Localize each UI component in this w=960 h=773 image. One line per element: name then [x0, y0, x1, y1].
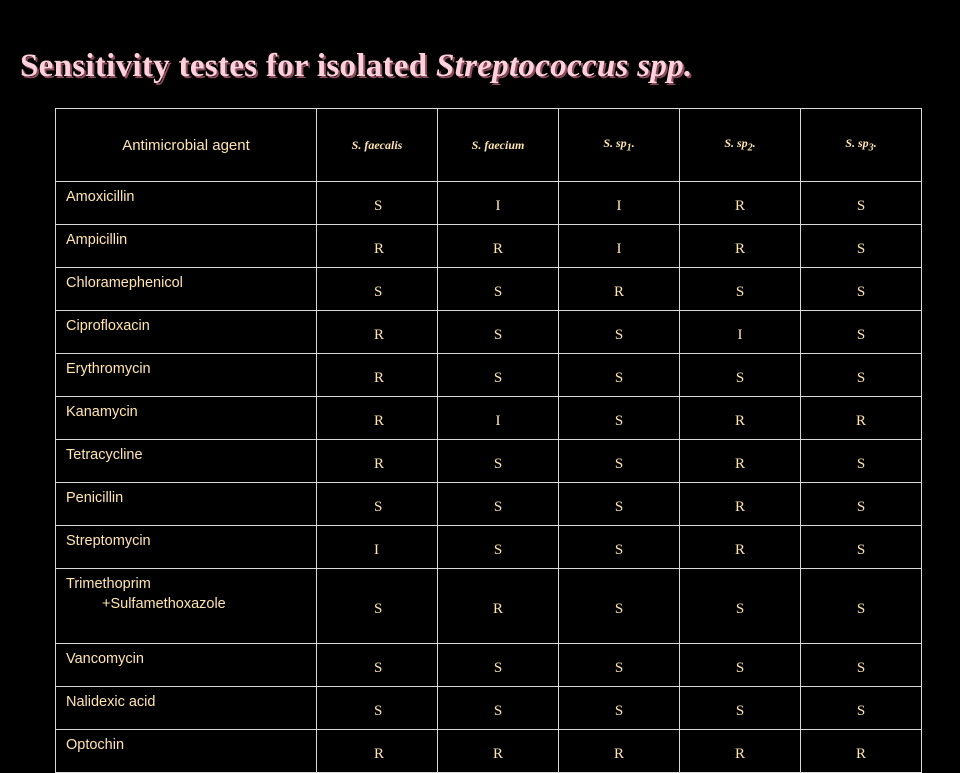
result-cell: S: [438, 354, 559, 397]
result-cell: S: [801, 526, 922, 569]
result-cell: R: [680, 730, 801, 773]
result-cell: R: [438, 569, 559, 644]
result-cell: S: [438, 644, 559, 687]
organism-label: S. faecium: [471, 137, 525, 152]
agent-name: Streptomycin: [66, 533, 151, 549]
organism-label: S. sp: [845, 136, 869, 151]
result-cell: R: [680, 483, 801, 526]
result-cell: R: [680, 526, 801, 569]
result-cell: S: [559, 644, 680, 687]
organism-label: S. faecalis: [351, 137, 403, 152]
result-cell: S: [559, 526, 680, 569]
table-row: [56, 569, 922, 644]
sensitivity-table: [55, 108, 922, 773]
organism-tail: .: [873, 136, 877, 151]
result-cell: S: [438, 311, 559, 354]
agent-name: Vancomycin: [66, 651, 144, 667]
header-organism: [801, 109, 922, 182]
organism-subscript: 1: [626, 142, 632, 154]
table-row: [56, 311, 922, 354]
table-row: [56, 397, 922, 440]
agent-name: Kanamycin: [66, 404, 138, 420]
agent-cell: [56, 397, 317, 440]
agent-cell: [56, 526, 317, 569]
agent-name: Nalidexic acid: [66, 694, 156, 710]
result-cell: I: [559, 225, 680, 268]
organism-tail: .: [631, 136, 635, 151]
result-cell: I: [438, 182, 559, 225]
table-row: [56, 644, 922, 687]
agent-name: Tetracycline: [66, 447, 143, 463]
organism-label: S. sp: [603, 136, 627, 151]
result-cell: S: [317, 483, 438, 526]
header-organism: [680, 109, 801, 182]
agent-name: Ciprofloxacin: [66, 318, 150, 334]
table-header: [56, 109, 922, 182]
agent-name: Optochin: [66, 737, 125, 753]
result-cell: S: [559, 687, 680, 730]
result-cell: S: [801, 483, 922, 526]
result-cell: S: [801, 268, 922, 311]
agent-cell: [56, 268, 317, 311]
result-cell: S: [680, 354, 801, 397]
agent-cell: [56, 644, 317, 687]
agent-cell: [56, 182, 317, 225]
result-cell: S: [438, 268, 559, 311]
result-cell: S: [801, 644, 922, 687]
organism-label: S. sp: [724, 136, 748, 151]
agent-name-line2: +Sulfamethoxazole: [102, 596, 226, 612]
result-cell: S: [559, 311, 680, 354]
result-cell: R: [438, 225, 559, 268]
result-cell: I: [559, 182, 680, 225]
result-cell: R: [680, 225, 801, 268]
agent-name: Penicillin: [66, 490, 124, 506]
result-cell: S: [801, 569, 922, 644]
result-cell: S: [317, 644, 438, 687]
result-cell: S: [438, 526, 559, 569]
result-cell: S: [438, 483, 559, 526]
result-cell: I: [680, 311, 801, 354]
result-cell: S: [317, 687, 438, 730]
result-cell: R: [317, 311, 438, 354]
table-row: [56, 354, 922, 397]
result-cell: S: [317, 268, 438, 311]
title-italic: Streptococcus spp.: [435, 48, 693, 84]
table-row: [56, 526, 922, 569]
result-cell: R: [317, 397, 438, 440]
result-cell: S: [680, 268, 801, 311]
result-cell: S: [801, 687, 922, 730]
result-cell: S: [801, 354, 922, 397]
result-cell: S: [559, 569, 680, 644]
table-row: [56, 268, 922, 311]
organism-subscript: 2: [747, 142, 753, 154]
sensitivity-table-container: [55, 108, 922, 773]
result-cell: R: [317, 225, 438, 268]
result-cell: S: [317, 569, 438, 644]
result-cell: S: [559, 440, 680, 483]
agent-name: Erythromycin: [66, 361, 151, 377]
agent-name: Ampicillin: [66, 232, 128, 248]
slide-title: [20, 48, 693, 85]
result-cell: S: [680, 687, 801, 730]
table-row: [56, 182, 922, 225]
result-cell: S: [559, 483, 680, 526]
header-antimicrobial-agent: Antimicrobial agent: [56, 109, 317, 182]
agent-name: Chloramephenicol: [66, 275, 183, 291]
agent-cell: [56, 730, 317, 773]
table-row: [56, 225, 922, 268]
result-cell: S: [801, 311, 922, 354]
result-cell: I: [317, 526, 438, 569]
result-cell: S: [801, 440, 922, 483]
header-organism: [559, 109, 680, 182]
result-cell: S: [438, 440, 559, 483]
result-cell: S: [680, 644, 801, 687]
result-cell: S: [801, 225, 922, 268]
result-cell: R: [317, 440, 438, 483]
table-row: [56, 483, 922, 526]
agent-cell: [56, 687, 317, 730]
table-row: [56, 687, 922, 730]
agent-cell: [56, 569, 317, 644]
result-cell: R: [317, 730, 438, 773]
result-cell: R: [680, 397, 801, 440]
agent-name: Amoxicillin: [66, 189, 135, 205]
header-organism: [438, 109, 559, 182]
result-cell: I: [438, 397, 559, 440]
agent-name: Trimethoprim: [66, 576, 151, 592]
agent-cell: [56, 440, 317, 483]
agent-cell: [56, 311, 317, 354]
table-row: [56, 730, 922, 773]
table-row: [56, 440, 922, 483]
result-cell: R: [680, 440, 801, 483]
organism-subscript: 3: [868, 142, 874, 154]
result-cell: S: [317, 182, 438, 225]
result-cell: S: [438, 687, 559, 730]
header-row: [56, 109, 922, 182]
result-cell: S: [559, 354, 680, 397]
table-body: [56, 182, 922, 773]
result-cell: S: [559, 397, 680, 440]
result-cell: R: [438, 730, 559, 773]
agent-cell: [56, 225, 317, 268]
organism-tail: .: [752, 136, 756, 151]
agent-cell: [56, 354, 317, 397]
result-cell: R: [680, 182, 801, 225]
title-plain: Sensitivity testes for isolated: [20, 48, 436, 84]
header-organism: [317, 109, 438, 182]
result-cell: R: [559, 268, 680, 311]
agent-cell: [56, 483, 317, 526]
result-cell: R: [801, 730, 922, 773]
result-cell: S: [801, 182, 922, 225]
result-cell: R: [559, 730, 680, 773]
result-cell: S: [680, 569, 801, 644]
result-cell: R: [801, 397, 922, 440]
result-cell: R: [317, 354, 438, 397]
